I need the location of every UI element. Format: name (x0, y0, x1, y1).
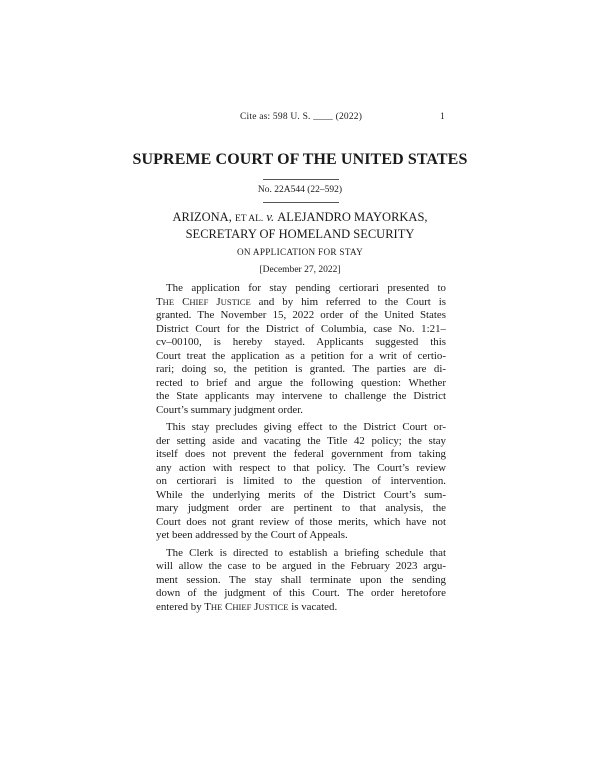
decision-date: [December 27, 2022] (259, 265, 341, 275)
page-number: 1 (440, 112, 445, 122)
body-line: will allow the case to be argued in the February 2023 argu- (156, 560, 446, 572)
body-line: rected to brief and argue the following question: Whether (156, 376, 446, 389)
chief-justice-ref: THE CHIEF JUSTICE (204, 600, 289, 613)
body-line: on certiorari is limited to the question of intervention. (156, 475, 446, 487)
body-line: down of the judgment of this Court. The order heretofore (156, 587, 446, 599)
body-line: any action with respect to that policy. The Court’s review (156, 461, 446, 474)
body-line: Court treat the application as a petition for a writ of certio- (156, 349, 446, 362)
body-line: granted. The November 15, 2022 order of the United States (156, 309, 446, 321)
body-line: Court does not grant review of those merits, which have not (156, 515, 446, 528)
divider-rule (263, 179, 339, 180)
et-al-text: ET AL. (234, 214, 264, 224)
on-application-heading: ON APPLICATION FOR STAY (236, 247, 364, 257)
divider-rule (263, 202, 339, 203)
body-line: mary judgment order are pertinent to that analysis, the (156, 502, 446, 514)
body-line: ment session. The stay shall terminate upon the sending (156, 573, 446, 586)
body-line: This stay precludes giving effect to the District Court or- (166, 421, 446, 433)
chief-justice-ref: THE CHIEF JUSTICE (156, 295, 251, 308)
caption-line-2: SECRETARY OF HOMELAND SECURITY (185, 227, 415, 241)
body-line: District Court for the District of Columbia, case No. 1:21– (156, 322, 446, 335)
body-line: the State applicants may intervene to challenge the District (156, 390, 446, 402)
versus-text: v. (263, 210, 278, 224)
body-line: rari; doing so, the petition is granted. The parties are di- (156, 363, 446, 375)
opinion-body (156, 282, 446, 614)
body-line: der setting aside and vacating the Title 42 policy; the stay (156, 434, 446, 447)
body-line: The Clerk is directed to establish a briefing schedule that (166, 546, 446, 559)
body-line: Court’s summary judgment order. (156, 403, 304, 416)
body-line: yet been addressed by the Court of Appeals. (156, 529, 348, 541)
body-line: entered by THE CHIEF JUSTICE is vacated. (156, 600, 338, 613)
court-name: SUPREME COURT OF THE UNITED STATES (132, 151, 468, 168)
caption-line-1: ARIZONA, ET AL. v. ALEJANDRO MAYORKAS, (172, 210, 428, 224)
case-caption (0, 210, 600, 242)
body-line: While the underlying merits of the District Court’s sum- (156, 488, 446, 501)
citation-header: Cite as: 598 U. S. ____ (2022) (240, 112, 363, 122)
body-line: The application for stay pending certiorari presented to (166, 282, 446, 294)
body-line: itself does not prevent the federal government from taking (156, 448, 446, 460)
body-line: THE CHIEF JUSTICE and by him referred to the Court is (156, 295, 446, 308)
docket-number: No. 22A544 (22–592) (257, 185, 343, 195)
body-line: cv–00100, is hereby stayed. Applicants suggested this (156, 336, 446, 348)
